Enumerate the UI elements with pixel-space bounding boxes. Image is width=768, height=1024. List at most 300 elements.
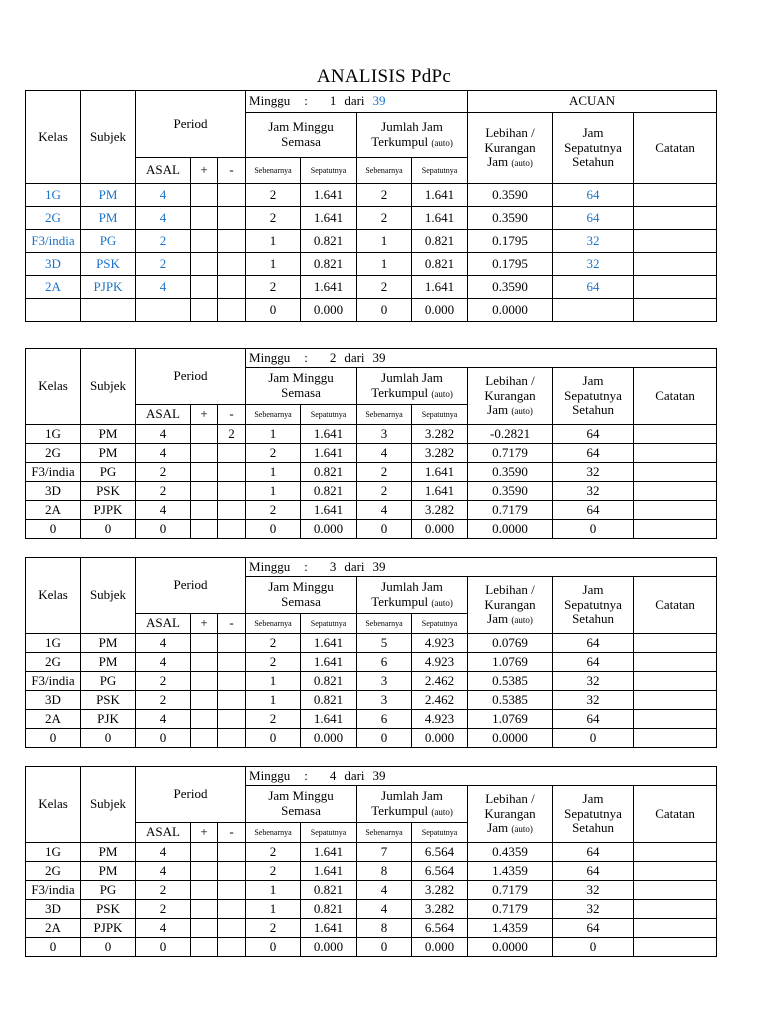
plus-cell[interactable]: [191, 230, 218, 253]
plus-cell[interactable]: [191, 444, 218, 463]
sebenarnya-header: Sebenarnya: [357, 158, 412, 184]
kelas-cell[interactable]: 2G: [26, 207, 81, 230]
jm-sep-cell[interactable]: 0.821: [301, 900, 357, 919]
jt-seb-cell[interactable]: 6: [357, 653, 412, 672]
jm-seb-cell[interactable]: 1: [246, 881, 301, 900]
catatan-cell[interactable]: [634, 938, 717, 957]
subjek-cell[interactable]: PM: [81, 653, 136, 672]
catatan-cell[interactable]: [634, 520, 717, 539]
minus-cell[interactable]: [218, 253, 246, 276]
asal-header: ASAL: [136, 158, 191, 184]
subjek-cell[interactable]: PSK: [81, 482, 136, 501]
jt-seb-cell[interactable]: 2: [357, 463, 412, 482]
lebihan-cell[interactable]: 0.0000: [468, 520, 553, 539]
jt-seb-cell[interactable]: 1: [357, 230, 412, 253]
jt-sep-cell[interactable]: 0.000: [412, 729, 468, 748]
minus-cell[interactable]: [218, 862, 246, 881]
subjek-cell[interactable]: PSK: [81, 691, 136, 710]
subjek-cell[interactable]: 0: [81, 938, 136, 957]
catatan-cell[interactable]: [634, 253, 717, 276]
jt-sep-cell[interactable]: 0.000: [412, 938, 468, 957]
jt-sep-cell[interactable]: 1.641: [412, 482, 468, 501]
asal-cell[interactable]: 2: [136, 482, 191, 501]
jm-seb-cell[interactable]: 1: [246, 463, 301, 482]
jt-seb-cell[interactable]: 0: [357, 520, 412, 539]
jm-seb-cell[interactable]: 2: [246, 634, 301, 653]
plus-cell[interactable]: [191, 253, 218, 276]
plus-cell[interactable]: [191, 634, 218, 653]
plus-cell[interactable]: [191, 843, 218, 862]
minus-cell[interactable]: [218, 520, 246, 539]
jm-sep-cell[interactable]: 1.641: [301, 653, 357, 672]
jm-seb-cell[interactable]: 0: [246, 938, 301, 957]
lebihan-cell[interactable]: 0.3590: [468, 207, 553, 230]
kelas-cell[interactable]: 1G: [26, 843, 81, 862]
subjek-cell[interactable]: PJPK: [81, 501, 136, 520]
subjek-cell[interactable]: PG: [81, 672, 136, 691]
jt-seb-cell[interactable]: 4: [357, 444, 412, 463]
asal-cell[interactable]: 2: [136, 463, 191, 482]
jt-seb-cell[interactable]: 7: [357, 843, 412, 862]
kelas-cell[interactable]: 3D: [26, 482, 81, 501]
jt-sep-cell[interactable]: 0.000: [412, 520, 468, 539]
kelas-cell[interactable]: 2A: [26, 919, 81, 938]
lebihan-cell[interactable]: 0.7179: [468, 501, 553, 520]
jt-seb-cell[interactable]: 8: [357, 919, 412, 938]
minus-cell[interactable]: [218, 843, 246, 862]
jt-sep-cell[interactable]: 0.821: [412, 230, 468, 253]
setahun-cell[interactable]: 64: [553, 444, 634, 463]
jt-seb-cell[interactable]: 4: [357, 881, 412, 900]
plus-cell[interactable]: [191, 900, 218, 919]
kelas-cell[interactable]: 3D: [26, 691, 81, 710]
plus-cell[interactable]: [191, 184, 218, 207]
jt-seb-cell[interactable]: 3: [357, 672, 412, 691]
jt-seb-cell[interactable]: 3: [357, 691, 412, 710]
asal-cell[interactable]: 2: [136, 900, 191, 919]
asal-cell[interactable]: 2: [136, 253, 191, 276]
asal-cell[interactable]: 4: [136, 444, 191, 463]
setahun-cell[interactable]: 64: [553, 862, 634, 881]
minus-cell[interactable]: [218, 230, 246, 253]
jt-sep-cell[interactable]: 1.641: [412, 184, 468, 207]
kelas-cell[interactable]: 0: [26, 938, 81, 957]
setahun-cell[interactable]: 32: [553, 672, 634, 691]
catatan-cell[interactable]: [634, 710, 717, 729]
setahun-cell[interactable]: 32: [553, 881, 634, 900]
jt-sep-cell[interactable]: 1.641: [412, 463, 468, 482]
minus-cell[interactable]: [218, 207, 246, 230]
plus-cell[interactable]: [191, 299, 218, 322]
jt-sep-cell[interactable]: 0.000: [412, 299, 468, 322]
minus-cell[interactable]: [218, 900, 246, 919]
catatan-header: Catatan: [634, 113, 717, 184]
setahun-cell[interactable]: [553, 299, 634, 322]
subjek-cell[interactable]: 0: [81, 729, 136, 748]
jm-sep-cell[interactable]: 0.821: [301, 672, 357, 691]
catatan-cell[interactable]: [634, 276, 717, 299]
lebihan-cell[interactable]: 0.3590: [468, 482, 553, 501]
kelas-cell[interactable]: 2G: [26, 444, 81, 463]
jm-seb-cell[interactable]: 2: [246, 710, 301, 729]
asal-cell[interactable]: 4: [136, 843, 191, 862]
setahun-cell[interactable]: 64: [553, 634, 634, 653]
minus-cell[interactable]: [218, 444, 246, 463]
plus-cell[interactable]: [191, 520, 218, 539]
subjek-cell[interactable]: PG: [81, 463, 136, 482]
lebihan-cell[interactable]: 1.4359: [468, 862, 553, 881]
catatan-cell[interactable]: [634, 634, 717, 653]
asal-cell[interactable]: 4: [136, 862, 191, 881]
jm-seb-cell[interactable]: 0: [246, 299, 301, 322]
subjek-cell[interactable]: PM: [81, 444, 136, 463]
minus-cell[interactable]: [218, 919, 246, 938]
jt-sep-cell[interactable]: 1.641: [412, 207, 468, 230]
minus-cell[interactable]: [218, 276, 246, 299]
catatan-cell[interactable]: [634, 444, 717, 463]
kelas-cell[interactable]: 1G: [26, 634, 81, 653]
kelas-cell[interactable]: F3/india: [26, 463, 81, 482]
minus-cell[interactable]: [218, 184, 246, 207]
jt-seb-cell[interactable]: 4: [357, 900, 412, 919]
plus-cell[interactable]: [191, 691, 218, 710]
jm-seb-cell[interactable]: 1: [246, 482, 301, 501]
lebihan-cell[interactable]: 1.0769: [468, 710, 553, 729]
plus-cell[interactable]: [191, 919, 218, 938]
jm-sep-cell[interactable]: 0.821: [301, 482, 357, 501]
catatan-cell[interactable]: [634, 729, 717, 748]
minus-cell[interactable]: [218, 482, 246, 501]
plus-cell[interactable]: [191, 672, 218, 691]
catatan-cell[interactable]: [634, 501, 717, 520]
setahun-cell[interactable]: 64: [553, 184, 634, 207]
jm-sep-cell[interactable]: 0.821: [301, 230, 357, 253]
setahun-cell[interactable]: 0: [553, 729, 634, 748]
plus-cell[interactable]: [191, 425, 218, 444]
minus-cell[interactable]: [218, 691, 246, 710]
asal-cell[interactable]: 4: [136, 919, 191, 938]
jt-seb-cell[interactable]: 2: [357, 276, 412, 299]
jt-seb-cell[interactable]: 2: [357, 184, 412, 207]
kelas-cell[interactable]: 2G: [26, 653, 81, 672]
subjek-cell[interactable]: PM: [81, 184, 136, 207]
jt-seb-cell[interactable]: 8: [357, 862, 412, 881]
minus-cell[interactable]: [218, 672, 246, 691]
jt-seb-cell[interactable]: 0: [357, 938, 412, 957]
setahun-cell[interactable]: 64: [553, 653, 634, 672]
catatan-cell[interactable]: [634, 184, 717, 207]
jm-sep-cell[interactable]: 0.821: [301, 881, 357, 900]
sepatutnya-header: Sepatutnya: [301, 614, 357, 634]
asal-cell[interactable]: 2: [136, 672, 191, 691]
lebihan-cell[interactable]: 0.0000: [468, 938, 553, 957]
plus-cell[interactable]: [191, 710, 218, 729]
asal-cell[interactable]: 4: [136, 425, 191, 444]
jm-sep-cell[interactable]: 1.641: [301, 207, 357, 230]
plus-header: +: [191, 158, 218, 184]
jm-sep-cell[interactable]: 1.641: [301, 276, 357, 299]
minus-cell[interactable]: [218, 653, 246, 672]
asal-cell[interactable]: 2: [136, 691, 191, 710]
lebihan-cell[interactable]: 0.0769: [468, 634, 553, 653]
asal-cell[interactable]: 2: [136, 230, 191, 253]
dari-label: dari: [344, 93, 365, 109]
minus-header: -: [218, 823, 246, 843]
jm-sep-cell[interactable]: 1.641: [301, 634, 357, 653]
plus-cell[interactable]: [191, 729, 218, 748]
jt-sep-cell[interactable]: 2.462: [412, 672, 468, 691]
subjek-cell[interactable]: PM: [81, 843, 136, 862]
jm-sep-cell[interactable]: 1.641: [301, 501, 357, 520]
lebihan-cell[interactable]: 0.5385: [468, 672, 553, 691]
plus-cell[interactable]: [191, 463, 218, 482]
jt-seb-cell[interactable]: 0: [357, 299, 412, 322]
minus-cell[interactable]: [218, 881, 246, 900]
plus-cell[interactable]: [191, 881, 218, 900]
minus-cell[interactable]: [218, 938, 246, 957]
asal-cell[interactable]: [136, 299, 191, 322]
kelas-cell[interactable]: 2A: [26, 276, 81, 299]
kelas-cell[interactable]: 3D: [26, 253, 81, 276]
setahun-cell[interactable]: 64: [553, 919, 634, 938]
lebihan-cell[interactable]: 0.5385: [468, 691, 553, 710]
asal-cell[interactable]: 4: [136, 653, 191, 672]
jt-sep-cell[interactable]: 6.564: [412, 919, 468, 938]
subjek-cell[interactable]: PM: [81, 425, 136, 444]
asal-cell[interactable]: 0: [136, 938, 191, 957]
jt-sep-cell[interactable]: 0.821: [412, 253, 468, 276]
jm-sep-cell[interactable]: 1.641: [301, 843, 357, 862]
catatan-cell[interactable]: [634, 919, 717, 938]
asal-cell[interactable]: 0: [136, 729, 191, 748]
plus-cell[interactable]: [191, 276, 218, 299]
catatan-cell[interactable]: [634, 843, 717, 862]
catatan-cell[interactable]: [634, 425, 717, 444]
minus-cell[interactable]: 2: [218, 425, 246, 444]
setahun-cell[interactable]: 32: [553, 463, 634, 482]
jm-seb-cell[interactable]: 0: [246, 729, 301, 748]
jm-seb-cell[interactable]: 1: [246, 425, 301, 444]
lebihan-header: Lebihan / Kurangan Jam (auto): [468, 368, 553, 425]
subjek-cell[interactable]: PJPK: [81, 276, 136, 299]
jm-seb-cell[interactable]: 2: [246, 843, 301, 862]
subjek-cell[interactable]: 0: [81, 520, 136, 539]
asal-cell[interactable]: 4: [136, 207, 191, 230]
jt-sep-cell[interactable]: 3.282: [412, 425, 468, 444]
kelas-cell[interactable]: 3D: [26, 900, 81, 919]
jt-sep-cell[interactable]: 4.923: [412, 634, 468, 653]
asal-cell[interactable]: 2: [136, 881, 191, 900]
asal-header: ASAL: [136, 405, 191, 425]
subjek-cell[interactable]: PM: [81, 207, 136, 230]
jt-seb-cell[interactable]: 0: [357, 729, 412, 748]
lebihan-cell[interactable]: 0.7179: [468, 444, 553, 463]
catatan-cell[interactable]: [634, 900, 717, 919]
kelas-cell[interactable]: F3/india: [26, 672, 81, 691]
lebihan-cell[interactable]: 0.4359: [468, 843, 553, 862]
jt-sep-cell[interactable]: 6.564: [412, 862, 468, 881]
jam-minggu-header: Jam Minggu Semasa: [246, 786, 357, 823]
subjek-cell[interactable]: PSK: [81, 253, 136, 276]
lebihan-cell[interactable]: 0.3590: [468, 276, 553, 299]
jm-sep-cell[interactable]: 0.000: [301, 520, 357, 539]
jm-seb-cell[interactable]: 2: [246, 207, 301, 230]
setahun-cell[interactable]: 0: [553, 520, 634, 539]
jt-sep-cell[interactable]: 2.462: [412, 691, 468, 710]
lebihan-cell[interactable]: 0.7179: [468, 900, 553, 919]
catatan-cell[interactable]: [634, 862, 717, 881]
catatan-cell[interactable]: [634, 691, 717, 710]
minus-cell[interactable]: [218, 501, 246, 520]
jm-seb-cell[interactable]: 2: [246, 184, 301, 207]
jm-sep-cell[interactable]: 0.821: [301, 253, 357, 276]
jm-seb-cell[interactable]: 2: [246, 653, 301, 672]
plus-cell[interactable]: [191, 653, 218, 672]
jm-seb-cell[interactable]: 1: [246, 253, 301, 276]
jt-sep-cell[interactable]: 1.641: [412, 276, 468, 299]
jm-sep-cell[interactable]: 1.641: [301, 919, 357, 938]
lebihan-cell[interactable]: 0.3590: [468, 463, 553, 482]
jm-sep-cell[interactable]: 0.821: [301, 463, 357, 482]
minus-cell[interactable]: [218, 634, 246, 653]
setahun-cell[interactable]: 64: [553, 710, 634, 729]
table-row: [26, 253, 717, 276]
setahun-cell[interactable]: 32: [553, 230, 634, 253]
jt-sep-cell[interactable]: 3.282: [412, 501, 468, 520]
asal-cell[interactable]: 4: [136, 710, 191, 729]
asal-cell[interactable]: 4: [136, 634, 191, 653]
jm-sep-cell[interactable]: 1.641: [301, 444, 357, 463]
jt-seb-cell[interactable]: 5: [357, 634, 412, 653]
jm-seb-cell[interactable]: 2: [246, 862, 301, 881]
asal-cell[interactable]: 4: [136, 184, 191, 207]
lebihan-cell[interactable]: 1.0769: [468, 653, 553, 672]
jm-seb-cell[interactable]: 2: [246, 444, 301, 463]
lebihan-cell[interactable]: 0.0000: [468, 729, 553, 748]
subjek-cell[interactable]: PSK: [81, 900, 136, 919]
catatan-cell[interactable]: [634, 482, 717, 501]
setahun-cell[interactable]: 64: [553, 425, 634, 444]
plus-cell[interactable]: [191, 207, 218, 230]
lebihan-cell[interactable]: 0.1795: [468, 230, 553, 253]
jm-seb-cell[interactable]: 2: [246, 501, 301, 520]
jt-sep-cell[interactable]: 3.282: [412, 444, 468, 463]
jm-seb-cell[interactable]: 1: [246, 691, 301, 710]
asal-cell[interactable]: 4: [136, 276, 191, 299]
jm-seb-cell[interactable]: 2: [246, 919, 301, 938]
setahun-cell[interactable]: 0: [553, 938, 634, 957]
jt-seb-cell[interactable]: 3: [357, 425, 412, 444]
plus-cell[interactable]: [191, 501, 218, 520]
jm-sep-cell[interactable]: 0.000: [301, 299, 357, 322]
kelas-cell[interactable]: 1G: [26, 184, 81, 207]
jt-seb-cell[interactable]: 2: [357, 207, 412, 230]
subjek-cell[interactable]: PG: [81, 881, 136, 900]
setahun-cell[interactable]: 64: [553, 843, 634, 862]
minus-cell[interactable]: [218, 710, 246, 729]
kelas-cell[interactable]: F3/india: [26, 230, 81, 253]
jm-sep-cell[interactable]: 1.641: [301, 184, 357, 207]
minus-cell[interactable]: [218, 299, 246, 322]
minus-cell[interactable]: [218, 729, 246, 748]
jt-seb-cell[interactable]: 1: [357, 253, 412, 276]
jt-sep-cell[interactable]: 4.923: [412, 710, 468, 729]
setahun-cell[interactable]: 32: [553, 482, 634, 501]
kelas-cell[interactable]: 2A: [26, 501, 81, 520]
lebihan-cell[interactable]: -0.2821: [468, 425, 553, 444]
subjek-cell[interactable]: PM: [81, 862, 136, 881]
jm-sep-cell[interactable]: 0.000: [301, 729, 357, 748]
setahun-cell[interactable]: 32: [553, 253, 634, 276]
lebihan-cell[interactable]: 0.0000: [468, 299, 553, 322]
kelas-cell[interactable]: 2A: [26, 710, 81, 729]
jm-sep-cell[interactable]: 0.821: [301, 691, 357, 710]
plus-cell[interactable]: [191, 482, 218, 501]
catatan-cell[interactable]: [634, 463, 717, 482]
plus-cell[interactable]: [191, 862, 218, 881]
setahun-cell[interactable]: 64: [553, 207, 634, 230]
lebihan-cell[interactable]: 0.3590: [468, 184, 553, 207]
jt-sep-cell[interactable]: 3.282: [412, 881, 468, 900]
jm-seb-cell[interactable]: 1: [246, 900, 301, 919]
jt-sep-cell[interactable]: 6.564: [412, 843, 468, 862]
setahun-cell[interactable]: 64: [553, 276, 634, 299]
catatan-cell[interactable]: [634, 230, 717, 253]
jm-seb-cell[interactable]: 1: [246, 230, 301, 253]
kelas-cell[interactable]: F3/india: [26, 881, 81, 900]
setahun-cell[interactable]: 32: [553, 900, 634, 919]
jm-sep-cell[interactable]: 0.000: [301, 938, 357, 957]
kelas-cell[interactable]: 2G: [26, 862, 81, 881]
jt-seb-cell[interactable]: 4: [357, 501, 412, 520]
subjek-cell[interactable]: [81, 299, 136, 322]
subjek-cell[interactable]: PG: [81, 230, 136, 253]
jt-seb-cell[interactable]: 6: [357, 710, 412, 729]
jm-seb-cell[interactable]: 0: [246, 520, 301, 539]
jt-sep-cell[interactable]: 3.282: [412, 900, 468, 919]
catatan-cell[interactable]: [634, 881, 717, 900]
jm-seb-cell[interactable]: 2: [246, 276, 301, 299]
kelas-cell[interactable]: 0: [26, 729, 81, 748]
jt-sep-cell[interactable]: 4.923: [412, 653, 468, 672]
kelas-cell[interactable]: 1G: [26, 425, 81, 444]
jt-seb-cell[interactable]: 2: [357, 482, 412, 501]
kelas-cell[interactable]: [26, 299, 81, 322]
subjek-cell[interactable]: PJPK: [81, 919, 136, 938]
asal-cell[interactable]: 0: [136, 520, 191, 539]
lebihan-cell[interactable]: 1.4359: [468, 919, 553, 938]
lebihan-cell[interactable]: 0.7179: [468, 881, 553, 900]
jm-sep-cell[interactable]: 1.641: [301, 425, 357, 444]
setahun-cell[interactable]: 32: [553, 691, 634, 710]
jm-sep-cell[interactable]: 1.641: [301, 862, 357, 881]
setahun-cell[interactable]: 64: [553, 501, 634, 520]
asal-cell[interactable]: 4: [136, 501, 191, 520]
plus-cell[interactable]: [191, 938, 218, 957]
subjek-cell[interactable]: PM: [81, 634, 136, 653]
catatan-cell[interactable]: [634, 299, 717, 322]
jam-minggu-header: Jam Minggu Semasa: [246, 368, 357, 405]
kelas-cell[interactable]: 0: [26, 520, 81, 539]
jm-sep-cell[interactable]: 1.641: [301, 710, 357, 729]
subjek-cell[interactable]: PJK: [81, 710, 136, 729]
catatan-cell[interactable]: [634, 207, 717, 230]
jm-seb-cell[interactable]: 1: [246, 672, 301, 691]
lebihan-cell[interactable]: 0.1795: [468, 253, 553, 276]
catatan-cell[interactable]: [634, 672, 717, 691]
catatan-cell[interactable]: [634, 653, 717, 672]
minus-cell[interactable]: [218, 463, 246, 482]
